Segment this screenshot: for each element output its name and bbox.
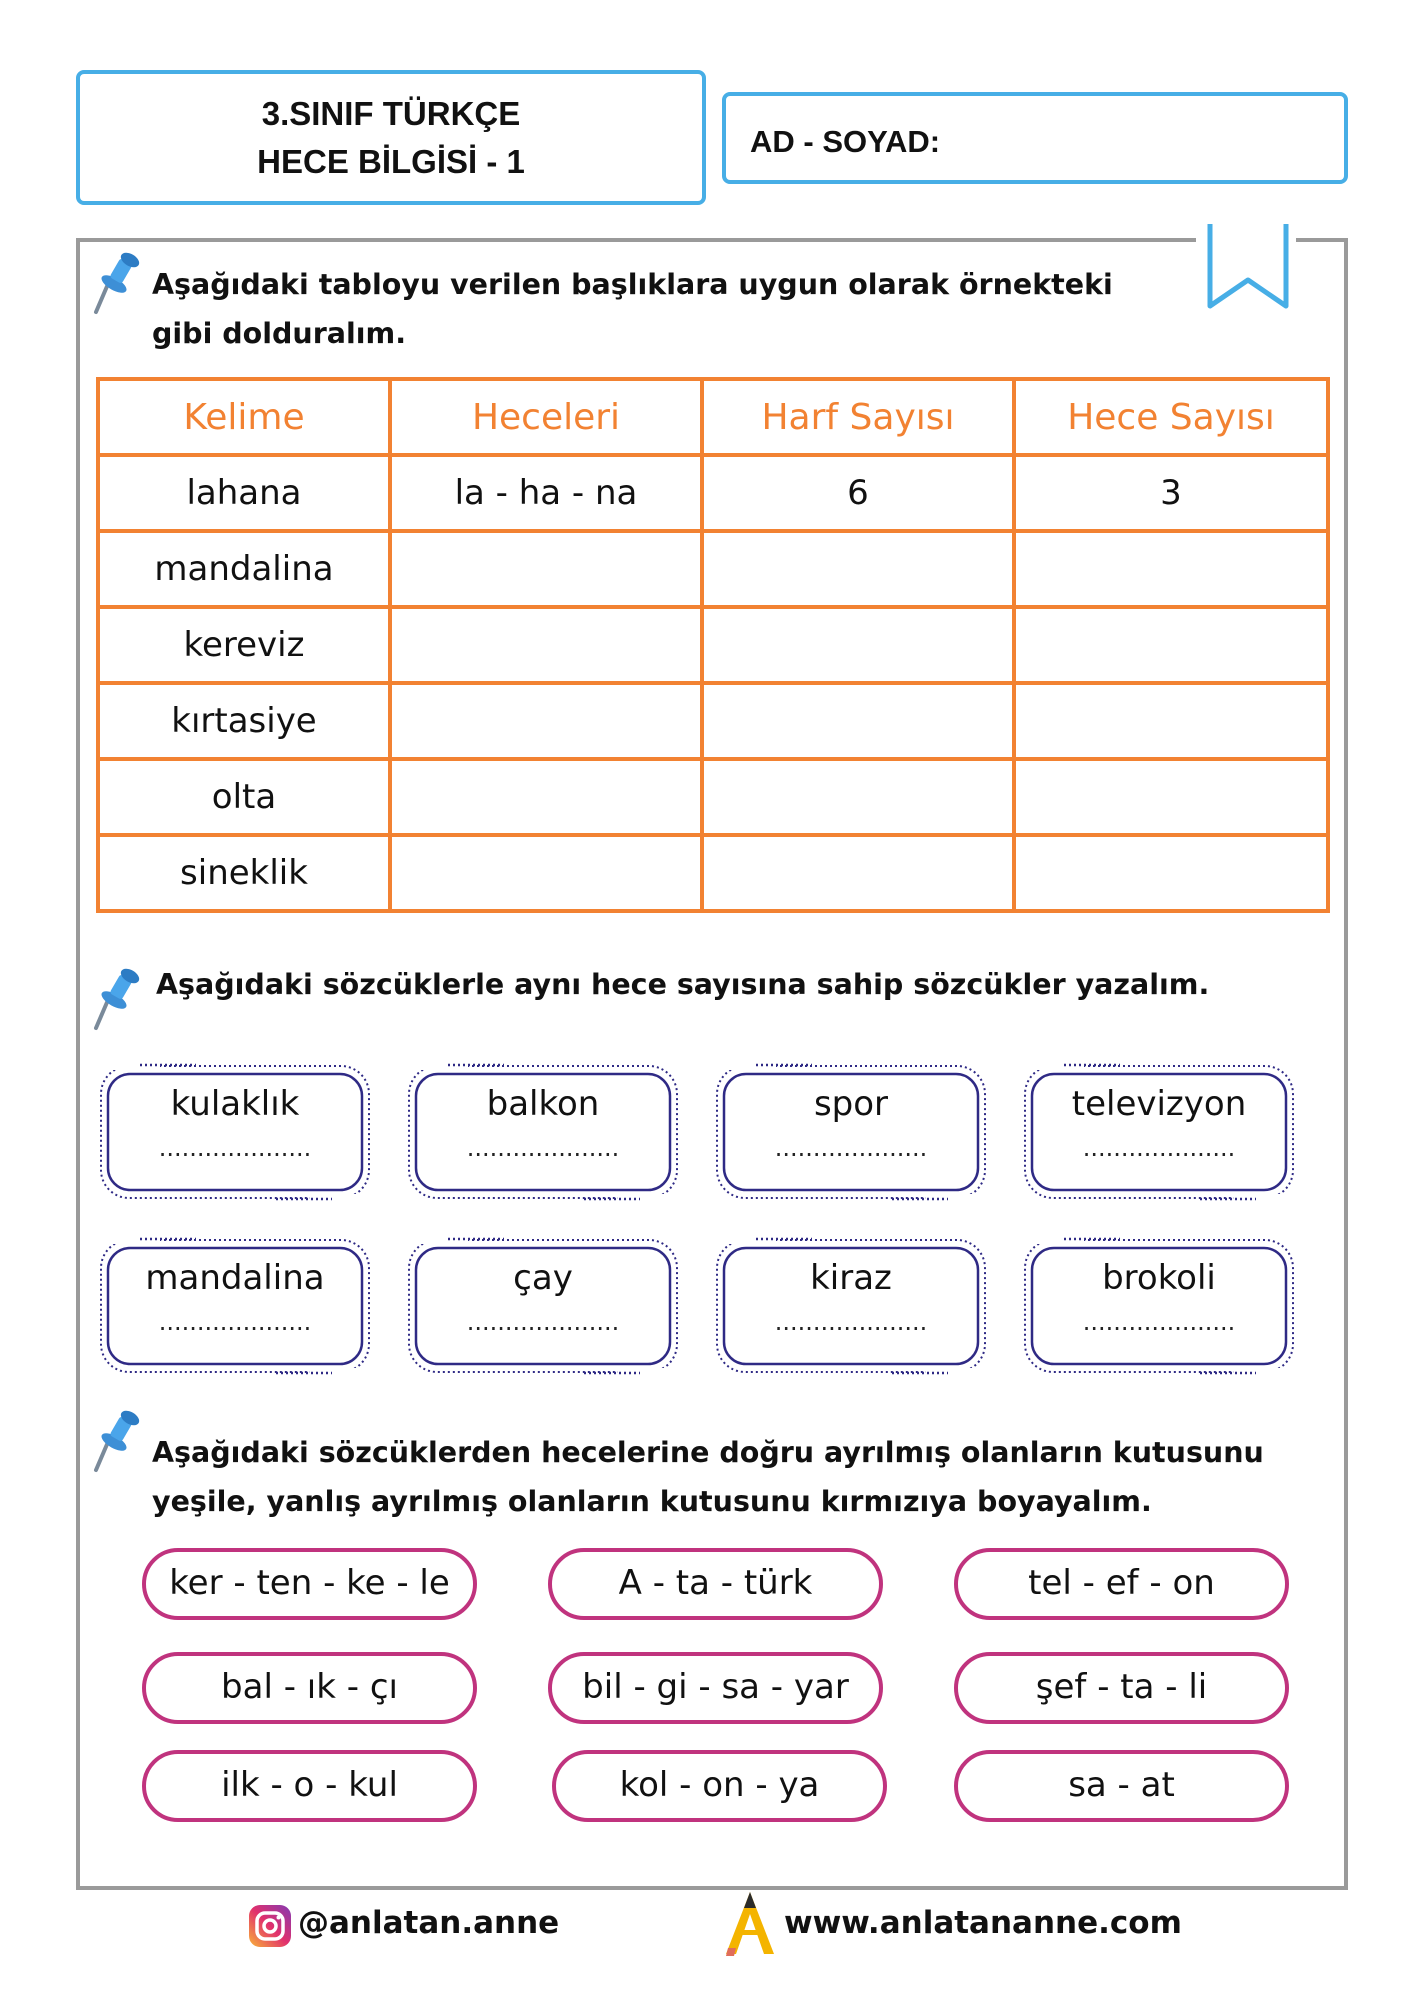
word-box-word: kiraz <box>810 1258 892 1298</box>
syllables-cell[interactable] <box>390 759 702 835</box>
word-box-frame <box>716 1236 986 1376</box>
answer-blank[interactable]: .................... <box>466 1134 620 1162</box>
syllable-count-cell: 3 <box>1014 455 1328 531</box>
answer-blank[interactable]: .................... <box>1082 1134 1236 1162</box>
word-box-word: televizyon <box>1071 1084 1247 1124</box>
word-box-frame <box>1024 1236 1294 1376</box>
table-row <box>98 759 1328 835</box>
syllable-pill[interactable]: kol - on - ya <box>552 1750 887 1822</box>
word-box[interactable] <box>716 1236 986 1376</box>
word-cell: sineklik <box>98 835 390 911</box>
word-box-frame <box>716 1062 986 1202</box>
syllable-pill[interactable]: tel - ef - on <box>954 1548 1289 1620</box>
word-box-word: mandalina <box>145 1258 325 1298</box>
letter-count-cell[interactable] <box>702 531 1014 607</box>
word-box-word: çay <box>513 1258 573 1298</box>
word-cell: kereviz <box>98 607 390 683</box>
syllables-cell: la - ha - na <box>390 455 702 531</box>
syllable-table <box>96 377 1330 913</box>
word-box[interactable] <box>100 1062 370 1202</box>
worksheet-title-line1: 3.SINIF TÜRKÇE <box>261 95 521 132</box>
answer-blank[interactable]: .................... <box>158 1134 312 1162</box>
word-box[interactable] <box>408 1062 678 1202</box>
syllable-pill[interactable]: ker - ten - ke - le <box>142 1548 477 1620</box>
syllable-count-cell[interactable] <box>1014 835 1328 911</box>
word-box-frame <box>1024 1062 1294 1202</box>
word-box-frame <box>100 1062 370 1202</box>
word-box-frame <box>408 1062 678 1202</box>
word-box-frame <box>100 1236 370 1376</box>
table-row <box>98 531 1328 607</box>
bookmark-icon <box>1206 222 1290 312</box>
column-header-harf-sayisi: Harf Sayısı <box>702 379 1014 455</box>
syllable-pill[interactable]: bal - ık - çı <box>142 1652 477 1724</box>
syllables-cell[interactable] <box>390 531 702 607</box>
word-box-word: kulaklık <box>170 1084 300 1124</box>
word-cell: olta <box>98 759 390 835</box>
syllables-cell[interactable] <box>390 683 702 759</box>
syllable-count-cell[interactable] <box>1014 759 1328 835</box>
worksheet-title-line2: HECE BİLGİSİ - 1 <box>257 143 525 180</box>
syllable-pill[interactable]: sa - at <box>954 1750 1289 1822</box>
word-box-frame <box>408 1236 678 1376</box>
syllable-pill[interactable]: ilk - o - kul <box>142 1750 477 1822</box>
pushpin-icon <box>92 250 142 320</box>
website-link[interactable]: www.anlatananne.com <box>784 1905 1182 1941</box>
word-box[interactable] <box>100 1236 370 1376</box>
worksheet-title-box <box>76 70 706 205</box>
syllable-count-cell[interactable] <box>1014 607 1328 683</box>
letter-count-cell[interactable] <box>702 683 1014 759</box>
column-header-kelime: Kelime <box>98 379 390 455</box>
word-box[interactable] <box>1024 1062 1294 1202</box>
section1-instruction: Aşağıdaki tabloyu verilen başlıklara uygun olarak örnekteki gibi dolduralım. <box>152 268 1113 350</box>
name-field-box[interactable] <box>722 92 1348 184</box>
word-box[interactable] <box>716 1062 986 1202</box>
answer-blank[interactable]: .................... <box>774 1134 928 1162</box>
answer-blank[interactable]: .................... <box>774 1308 928 1336</box>
name-label: AD - SOYAD: <box>750 124 941 159</box>
syllable-count-cell[interactable] <box>1014 531 1328 607</box>
column-header-hece-sayisi: Hece Sayısı <box>1014 379 1328 455</box>
syllables-cell[interactable] <box>390 607 702 683</box>
word-box-word: brokoli <box>1102 1258 1216 1298</box>
syllable-pill[interactable]: A - ta - türk <box>548 1548 883 1620</box>
word-box[interactable] <box>1024 1236 1294 1376</box>
pushpin-icon <box>92 1408 142 1478</box>
syllables-cell[interactable] <box>390 835 702 911</box>
instagram-handle[interactable]: @anlatan.anne <box>298 1905 560 1941</box>
answer-blank[interactable]: .................... <box>466 1308 620 1336</box>
word-cell: kırtasiye <box>98 683 390 759</box>
table-header-row <box>98 379 1328 455</box>
section2-instruction: Aşağıdaki sözcüklerle aynı hece sayısına sahip sözcükler yazalım. <box>156 968 1210 1001</box>
section3-instruction: Aşağıdaki sözcüklerden hecelerine doğru ayrılmış olanların kutusunu yeşile, yanlış ayrılmış olanların kutusunu kırmızıya boyayalım. <box>152 1436 1264 1518</box>
letter-count-cell[interactable] <box>702 607 1014 683</box>
table-row <box>98 835 1328 911</box>
answer-blank[interactable]: .................... <box>158 1308 312 1336</box>
letter-count-cell: 6 <box>702 455 1014 531</box>
pencil-logo-icon <box>722 1890 778 1958</box>
instagram-icon <box>248 1904 292 1948</box>
letter-count-cell[interactable] <box>702 759 1014 835</box>
word-cell: mandalina <box>98 531 390 607</box>
syllable-count-cell[interactable] <box>1014 683 1328 759</box>
word-box[interactable] <box>408 1236 678 1376</box>
table-row <box>98 607 1328 683</box>
table-row <box>98 455 1328 531</box>
syllable-pill[interactable]: bil - gi - sa - yar <box>548 1652 883 1724</box>
letter-count-cell[interactable] <box>702 835 1014 911</box>
word-box-word: balkon <box>486 1084 600 1124</box>
word-cell: lahana <box>98 455 390 531</box>
answer-blank[interactable]: .................... <box>1082 1308 1236 1336</box>
syllable-pill[interactable]: şef - ta - li <box>954 1652 1289 1724</box>
table-row <box>98 683 1328 759</box>
word-box-word: spor <box>813 1084 889 1124</box>
column-header-heceleri: Heceleri <box>390 379 702 455</box>
pushpin-icon <box>92 966 142 1036</box>
